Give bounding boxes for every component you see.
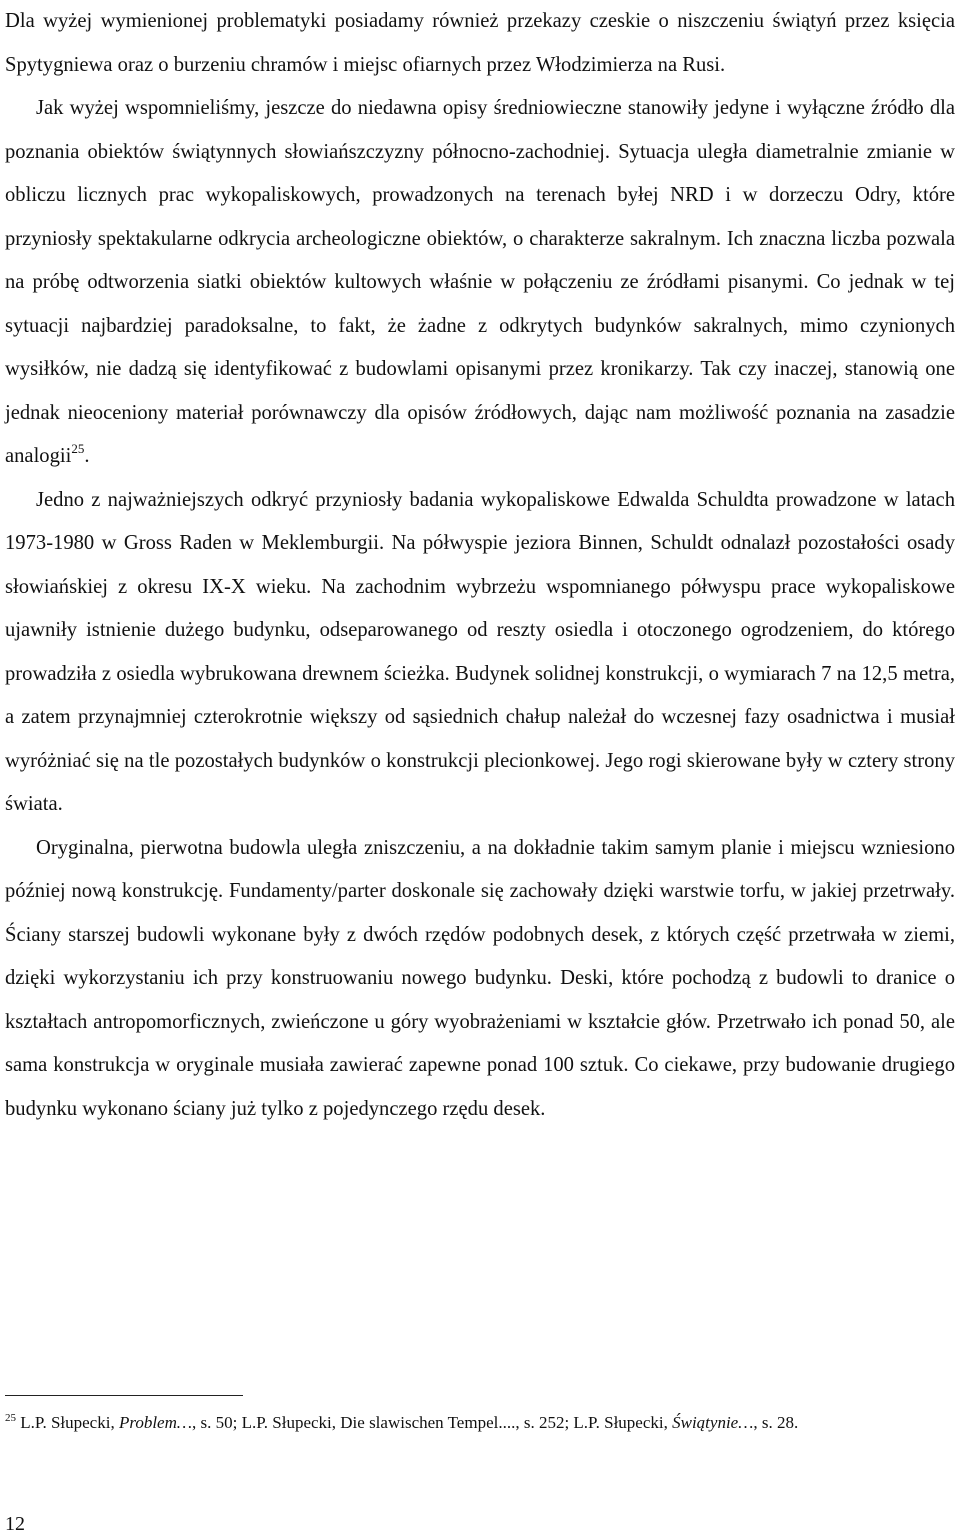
footnote-title-2: Świątynie… bbox=[672, 1413, 754, 1432]
footnote-text-2: , s. 50; L.P. Słupecki, Die slawischen Tempel...., s. 252; L.P. Słupecki, bbox=[191, 1413, 673, 1432]
footnote bbox=[5, 1410, 955, 1436]
footnote-title-1: Problem… bbox=[118, 1413, 192, 1432]
page-number: 12 bbox=[5, 1513, 25, 1535]
footnote-text-3: , s. 28. bbox=[753, 1413, 799, 1432]
footnote-number: 25 bbox=[5, 1412, 16, 1424]
body-text bbox=[5, 0, 955, 1131]
footnote-reference[interactable]: 25 bbox=[71, 441, 85, 456]
paragraph-3: Jedno z najważniejszych odkryć przyniosły badania wykopaliskowe Edwalda Schuldta prowadzone w latach 1973-1980 w Gross Raden w Meklemburgii. Na półwyspie jeziora Binnen, Schuldt odnalazł pozostałości osady słowiańskiej z okresu IX-X wieku. Na zachodnim wybrzeżu wspomnianego półwyspu prace wykopaliskowe ujawniły istnienie dużego budynku, odseparowanego od reszty osiedla i otoczonego ogrodzeniem, do którego prowadziła z osiedla wybrukowana drewnem ścieżka. Budynek solidnej konstrukcji, o wymiarach 7 na 12,5 metra, a zatem przynajmniej czterokrotnie większy od sąsiednich chałup należał do wczesnej fazy osadnictwa i musiał wyróżniać się na tle pozostałych budynków o konstrukcji plecionkowej. Jego rogi skierowane były w cztery strony świata. bbox=[5, 488, 955, 815]
footnote-text-1: L.P. Słupecki, bbox=[16, 1413, 119, 1432]
paragraph-4: Oryginalna, pierwotna budowla uległa zniszczeniu, a na dokładnie takim samym planie i miejscu wzniesiono później nową konstrukcję. Fundamenty/parter doskonale się zachowały dzięki warstwie torfu, w jakiej przetrwały. Ściany starszej budowli wykonane były z dwóch rzędów podobnych desek, z których część przetrwała w ziemi, dzięki wykorzystaniu ich przy konstruowaniu nowego budynku. Deski, które pochodzą z budowli to dranice o kształtach antropomorficznych, zwieńczone u góry wyobrażeniami w kształcie głów. Przetrwało ich ponad 50, ale sama konstrukcja w oryginale musiała zawierać zapewne ponad 100 sztuk. Co ciekawe, przy budowanie drugiego budynku wykonano ściany już tylko z pojedynczego rzędu desek. bbox=[5, 836, 955, 1120]
paragraph-2 bbox=[5, 87, 955, 479]
footnote-divider bbox=[5, 1395, 243, 1396]
paragraph-2-text: Jak wyżej wspomnieliśmy, jeszcze do niedawna opisy średniowieczne stanowiły jedyne i wyłączne źródło dla poznania obiektów świątynnych słowiańszczyzny północno-zachodniej. Sytuacja uległa diametralnie zmianie w obliczu licznych prac wykopaliskowych, prowadzonych na terenach byłej NRD i w dorzeczu Odry, które przyniosły spektakularne odkrycia archeologiczne obiektów, o charakterze sakralnym. Ich znaczna liczba pozwala na próbę odtworzenia siatki obiektów kultowych właśnie w połączeniu ze źródłami pisanymi. Co jednak w tej sytuacji najbardziej paradoksalne, to fakt, że żadne z odkrytych budynków sakralnych, mimo czynionych wysiłków, nie dadzą się identyfikować z budowlami opisanymi przez kronikarzy. Tak czy inaczej, stanowią one jednak nieoceniony materiał porównawczy dla opisów źródłowych, dając nam możliwość poznania na zasadzie analogii bbox=[5, 97, 955, 467]
paragraph-2-end: . bbox=[84, 445, 90, 467]
paragraph-1: Dla wyżej wymienionej problematyki posiadamy również przekazy czeskie o niszczeniu świątyń przez księcia Spytygniewa oraz o burzeniu chramów i miejsc ofiarnych przez Włodzimierza na Rusi. bbox=[5, 10, 955, 76]
